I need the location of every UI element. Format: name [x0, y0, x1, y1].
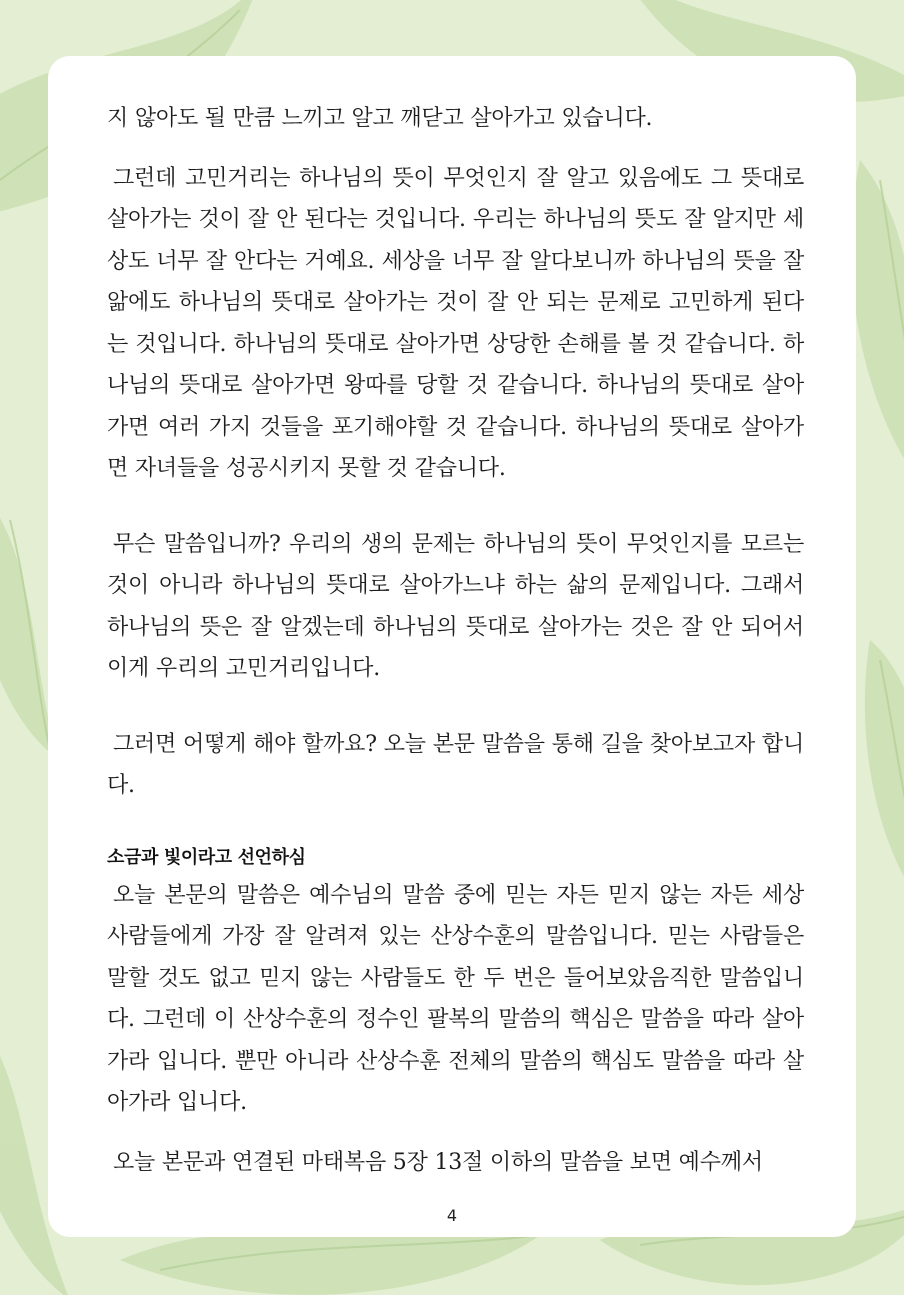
paragraph: 오늘 본문의 말씀은 예수님의 말씀 중에 믿는 자든 믿지 않는 자든 세상 사람들에게 가장 잘 알려져 있는 산상수훈의 말씀입니다. 믿는 사람들은 말할 것도 없고 믿지 않는 사람들도 한 두 번은 들어보았음직한 말씀입니다. 그런데 이 산상수훈의 정수인 팔복의 말씀의 핵심은 말씀을 따라 살아가라 입니다. 뿐만 아니라 산상수훈 전체의 말씀의 핵심도 말씀을 따라 살아가라 입니다.	[107, 882, 804, 1115]
page-card	[48, 56, 856, 1237]
spacer	[107, 490, 804, 524]
page-number: 4	[446, 1206, 458, 1225]
spacer	[107, 140, 804, 158]
spacer	[107, 690, 804, 724]
spacer	[107, 807, 804, 841]
document-body	[107, 98, 804, 1183]
paragraph-continuation: 지 않아도 될 만큼 느끼고 알고 깨닫고 살아가고 있습니다.	[107, 106, 653, 131]
spacer	[107, 1124, 804, 1142]
paragraph: 그러면 어떻게 해야 할까요? 오늘 본문 말씀을 통해 길을 찾아보고자 합니다.	[107, 731, 804, 798]
paragraph: 무슨 말씀입니까? 우리의 생의 문제는 하나님의 뜻이 무엇인지를 모르는 것이 아니라 하나님의 뜻대로 살아가느냐 하는 삶의 문제입니다. 그래서 하나님의 뜻은 잘 알겠는데 하나님의 뜻대로 살아가는 것은 잘 안 되어서 이게 우리의 고민거리입니다.	[107, 531, 804, 681]
paragraph: 오늘 본문과 연결된 마태복음 5장 13절 이하의 말씀을 보면 예수께서	[113, 1149, 763, 1175]
section-heading: 소금과 빛이라고 선언하심	[107, 846, 306, 868]
paragraph: 그런데 고민거리는 하나님의 뜻이 무엇인지 잘 알고 있음에도 그 뜻대로 살아가는 것이 잘 안 된다는 것입니다. 우리는 하나님의 뜻도 잘 알지만 세상도 너무 잘 안다는 거예요. 세상을 너무 잘 알다보니까 하나님의 뜻을 잘 앎에도 하나님의 뜻대로 살아가는 것이 잘 안 되는 문제로 고민하게 된다는 것입니다. 하나님의 뜻대로 살아가면 상당한 손해를 볼 것 같습니다. 하나님의 뜻대로 살아가면 왕따를 당할 것 같습니다. 하나님의 뜻대로 살아가면 여러 가지 것들을 포기해야할 것 같습니다. 하나님의 뜻대로 살아가면 자녀들을 성공시키지 못할 것 같습니다.	[107, 165, 804, 481]
